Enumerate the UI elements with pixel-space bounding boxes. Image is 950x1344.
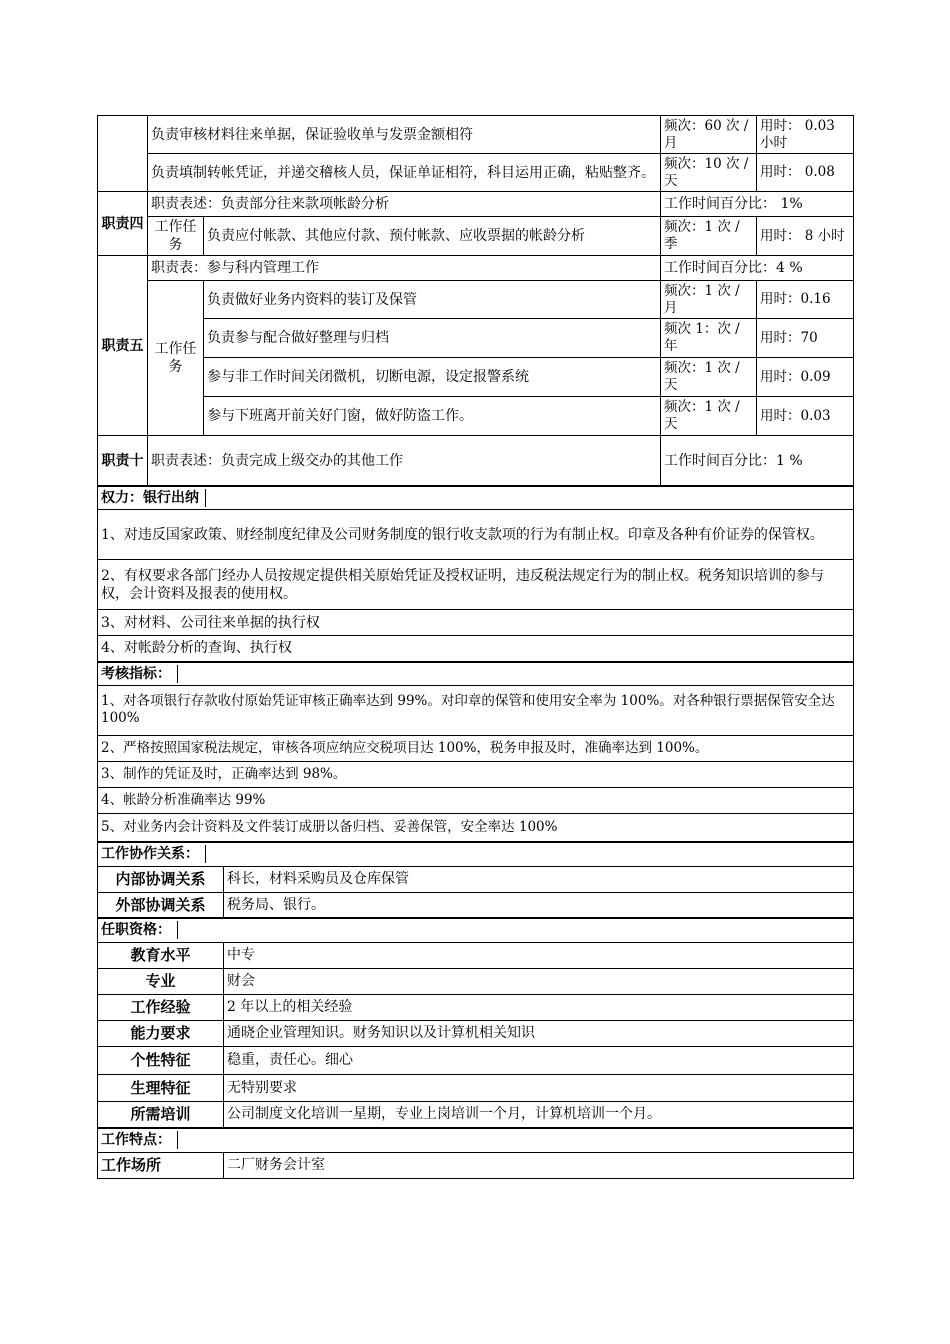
table-row xyxy=(98,397,854,436)
task-text: 负责参与配合做好整理与归档 xyxy=(204,319,661,358)
table-row xyxy=(98,1152,854,1178)
job-description-page xyxy=(97,115,853,1179)
table-row xyxy=(98,968,854,994)
authority-item: 3、对材料、公司往来单据的执行权 xyxy=(98,610,854,636)
list-item xyxy=(98,610,854,636)
authority-item: 2、有权要求各部门经办人员按规定提供相关原始凭证及授权证明，违反税法规定行为的制止权。税务知识培训的参与权，会计资料及报表的使用权。 xyxy=(98,560,854,610)
qualification-label: 个性特征 xyxy=(98,1046,224,1074)
details-table xyxy=(97,485,854,1179)
list-item xyxy=(98,787,854,813)
table-row xyxy=(98,281,854,319)
duration: 用时：0.03 xyxy=(757,397,854,436)
section-header-row xyxy=(98,1128,854,1152)
duty-description: 职责表述：负责部分往来款项帐龄分析 xyxy=(148,192,661,217)
table-row xyxy=(98,942,854,968)
table-row xyxy=(98,1020,854,1046)
frequency: 频次：1 次 / 月 xyxy=(661,281,757,319)
duty-label: 职责五 xyxy=(98,256,148,436)
list-item xyxy=(98,685,854,735)
qualification-value: 无特别要求 xyxy=(224,1074,854,1101)
qualification-value: 财会 xyxy=(224,968,854,994)
qualification-value: 2 年以上的相关经验 xyxy=(224,994,854,1020)
task-text: 负责填制转帐凭证，并递交稽核人员，保证单证相符，科目运用正确，粘贴整齐。 xyxy=(148,154,661,192)
table-row xyxy=(98,358,854,397)
kpi-title: 考核指标： xyxy=(98,662,854,686)
list-item xyxy=(98,636,854,662)
kpi-item: 3、制作的凭证及时，正确率达到 98%。 xyxy=(98,761,854,787)
table-row xyxy=(98,436,854,486)
frequency: 频次 1：次 / 年 xyxy=(661,319,757,358)
authority-title: 权力：银行出纳 xyxy=(98,486,854,510)
table-row xyxy=(98,866,854,892)
duration: 用时：0.16 xyxy=(757,281,854,319)
qualification-label: 所需培训 xyxy=(98,1101,224,1128)
section-header-row xyxy=(98,918,854,942)
duration: 用时： 0.08 xyxy=(757,154,854,192)
table-row xyxy=(98,892,854,918)
kpi-item: 4、帐龄分析准确率达 99% xyxy=(98,787,854,813)
duration: 用时：70 xyxy=(757,319,854,358)
work-features-title: 工作特点： xyxy=(98,1128,854,1152)
external-label: 外部协调关系 xyxy=(98,892,224,918)
qualification-value: 稳重，责任心。细心 xyxy=(224,1046,854,1074)
qualification-title: 任职资格： xyxy=(98,918,854,942)
external-value: 税务局、银行。 xyxy=(224,892,854,918)
table-row xyxy=(98,1046,854,1074)
task-text: 负责审核材料往来单据，保证验收单与发票金额相符 xyxy=(148,116,661,154)
frequency: 频次：1 次 / 天 xyxy=(661,358,757,397)
table-row xyxy=(98,116,854,154)
task-label: 工作任务 xyxy=(148,217,204,256)
time-percentage: 工作时间百分比：1 % xyxy=(661,436,854,486)
task-text: 负责应付帐款、其他应付款、预付帐款、应收票据的帐龄分析 xyxy=(204,217,661,256)
frequency: 频次：60 次 / 月 xyxy=(661,116,757,154)
duty-label: 职责四 xyxy=(98,192,148,256)
place-label: 工作场所 xyxy=(98,1152,224,1178)
cooperation-title: 工作协作关系： xyxy=(98,842,854,866)
qualification-value: 中专 xyxy=(224,942,854,968)
place-value: 二厂财务会计室 xyxy=(224,1152,854,1178)
table-row xyxy=(98,319,854,358)
frequency: 频次：1 次 / 天 xyxy=(661,397,757,436)
duration: 用时： 8 小时 xyxy=(757,217,854,256)
task-text: 负责做好业务内资料的装订及保管 xyxy=(204,281,661,319)
table-row xyxy=(98,192,854,217)
table-row xyxy=(98,256,854,281)
task-text: 参与下班离开前关好门窗，做好防盗工作。 xyxy=(204,397,661,436)
duty-description: 职责表述：负责完成上级交办的其他工作 xyxy=(148,436,661,486)
kpi-item: 1、对各项银行存款收付原始凭证审核正确率达到 99%。对印章的保管和使用安全率为 100%。对各种银行票据保管安全达 100% xyxy=(98,685,854,735)
list-item xyxy=(98,735,854,761)
table-row xyxy=(98,1101,854,1128)
frequency: 频次：10 次 /天 xyxy=(661,154,757,192)
kpi-item: 5、对业务内会计资料及文件装订成册以备归档、妥善保管，安全率达 100% xyxy=(98,813,854,842)
list-item xyxy=(98,560,854,610)
qualification-label: 教育水平 xyxy=(98,942,224,968)
internal-value: 科长，材料采购员及仓库保管 xyxy=(224,866,854,892)
duty-label: 职责十 xyxy=(98,436,148,486)
qualification-label: 工作经验 xyxy=(98,994,224,1020)
table-row xyxy=(98,1074,854,1101)
table-row xyxy=(98,994,854,1020)
qualification-label: 生理特征 xyxy=(98,1074,224,1101)
table-row xyxy=(98,154,854,192)
section-header-row xyxy=(98,486,854,510)
authority-item: 1、对违反国家政策、财经制度纪律及公司财务制度的银行收支款项的行为有制止权。印章及各种有价证券的保管权。 xyxy=(98,510,854,560)
list-item xyxy=(98,510,854,560)
section-header-row xyxy=(98,842,854,866)
duration: 用时： 0.03 小时 xyxy=(757,116,854,154)
time-percentage: 工作时间百分比：4 % xyxy=(661,256,854,281)
qualification-label: 专业 xyxy=(98,968,224,994)
internal-label: 内部协调关系 xyxy=(98,866,224,892)
duties-table xyxy=(97,115,854,486)
table-row xyxy=(98,217,854,256)
duration: 用时：0.09 xyxy=(757,358,854,397)
qualification-value: 公司制度文化培训一星期，专业上岗培训一个月，计算机培训一个月。 xyxy=(224,1101,854,1128)
time-percentage: 工作时间百分比： 1% xyxy=(661,192,854,217)
qualification-label: 能力要求 xyxy=(98,1020,224,1046)
frequency: 频次：1 次 / 季 xyxy=(661,217,757,256)
section-header-row xyxy=(98,662,854,686)
task-label: 工作任务 xyxy=(148,281,204,436)
list-item xyxy=(98,813,854,842)
list-item xyxy=(98,761,854,787)
qualification-value: 通晓企业管理知识。财务知识以及计算机相关知识 xyxy=(224,1020,854,1046)
kpi-item: 2、严格按照国家税法规定，审核各项应纳应交税项目达 100%，税务申报及时，准确率达到 100%。 xyxy=(98,735,854,761)
blank-cell xyxy=(98,116,148,192)
task-text: 参与非工作时间关闭微机，切断电源，设定报警系统 xyxy=(204,358,661,397)
authority-item: 4、对帐龄分析的查询、执行权 xyxy=(98,636,854,662)
duty-description: 职责表：参与科内管理工作 xyxy=(148,256,661,281)
